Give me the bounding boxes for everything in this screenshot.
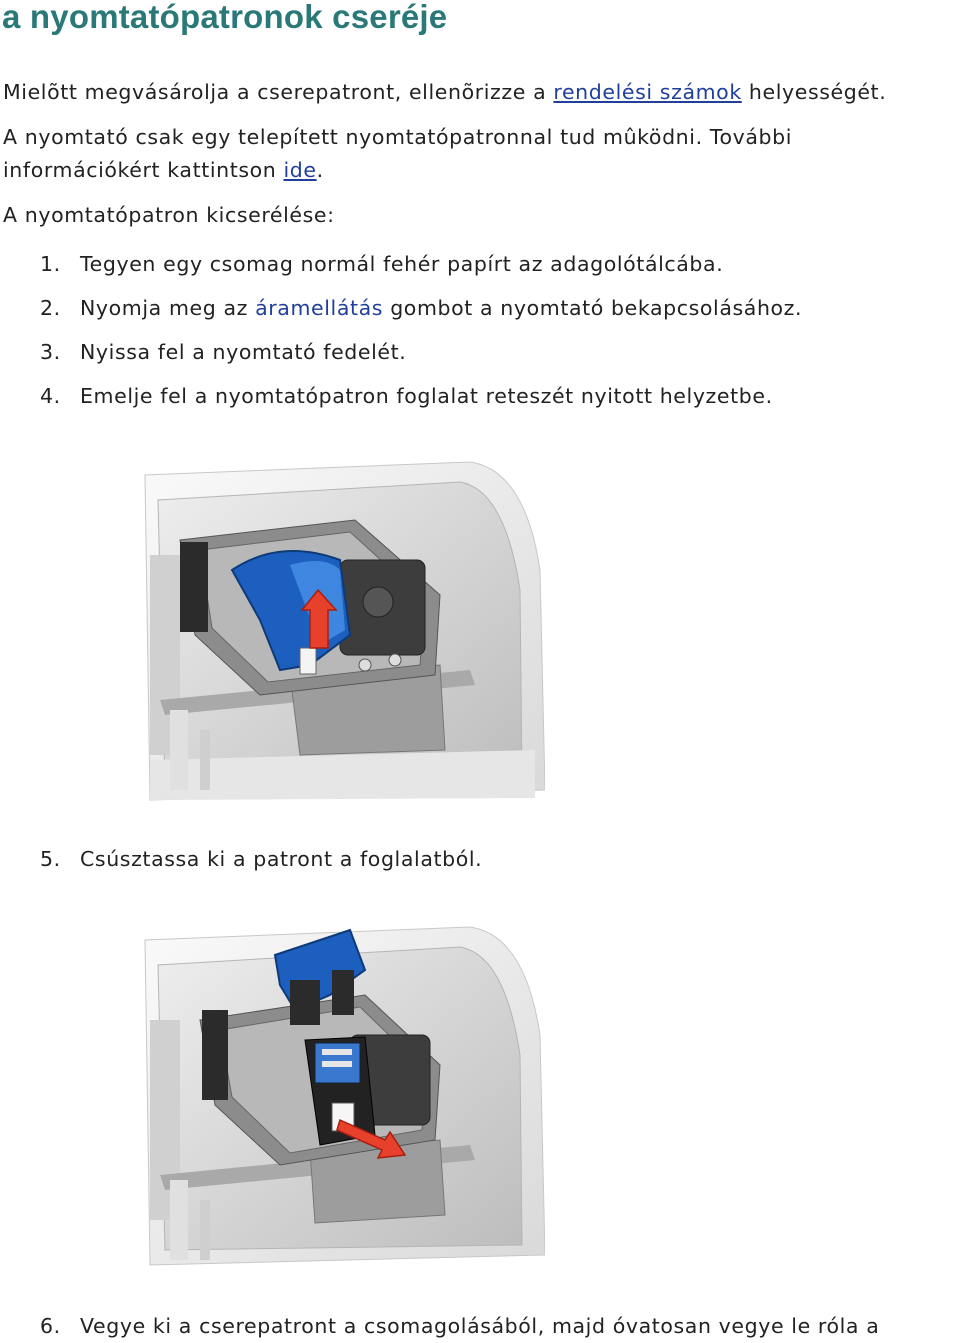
- procedure-heading: A nyomtatópatron kicserélése:: [3, 203, 335, 227]
- step-text: Emelje fel a nyomtatópatron foglalat reteszét nyitott helyzetbe.: [80, 384, 773, 408]
- info-paragraph: [3, 121, 903, 187]
- intro-text-end: helyességét.: [741, 80, 887, 104]
- power-button-link[interactable]: áramellátás: [255, 296, 384, 320]
- step-text: Vegye ki a cserepatront a csomagolásából, majd óvatosan vegye le róla a: [80, 1314, 880, 1338]
- info-text: A nyomtató csak egy telepített nyomtatópatronnal tud mûködni. További információkért kattintson: [3, 125, 792, 182]
- intro-text: Mielõtt megvásárolja a cserepatront, ellenõrizze a: [3, 80, 554, 104]
- step-number: 4.: [40, 384, 61, 408]
- step-3: [40, 336, 406, 369]
- step-4: [40, 380, 773, 413]
- intro-paragraph: [3, 76, 886, 109]
- step-1: [40, 248, 723, 281]
- info-text-end: .: [316, 158, 324, 182]
- more-info-link[interactable]: ide: [283, 158, 317, 182]
- step-5: [40, 843, 482, 876]
- step-text: Tegyen egy csomag normál fehér papírt az adagolótálcába.: [80, 252, 724, 276]
- latch-raise-illustration: [140, 460, 545, 805]
- page-title: a nyomtatópatronok cseréje: [2, 0, 448, 35]
- step-2: [40, 292, 802, 325]
- cartridge-remove-illustration: [140, 925, 545, 1270]
- step-number: 2.: [40, 296, 61, 320]
- step-number: 5.: [40, 847, 61, 871]
- step-number: 6.: [40, 1314, 61, 1338]
- step-text: Nyomja meg az: [80, 296, 256, 320]
- step-text: Nyissa fel a nyomtató fedelét.: [80, 340, 407, 364]
- step-number: 1.: [40, 252, 61, 276]
- order-numbers-link[interactable]: rendelési számok: [553, 80, 742, 104]
- step-text-end: gombot a nyomtató bekapcsolásához.: [383, 296, 803, 320]
- step-text: Csúsztassa ki a patront a foglalatból.: [80, 847, 483, 871]
- step-6: [40, 1310, 879, 1343]
- step-number: 3.: [40, 340, 61, 364]
